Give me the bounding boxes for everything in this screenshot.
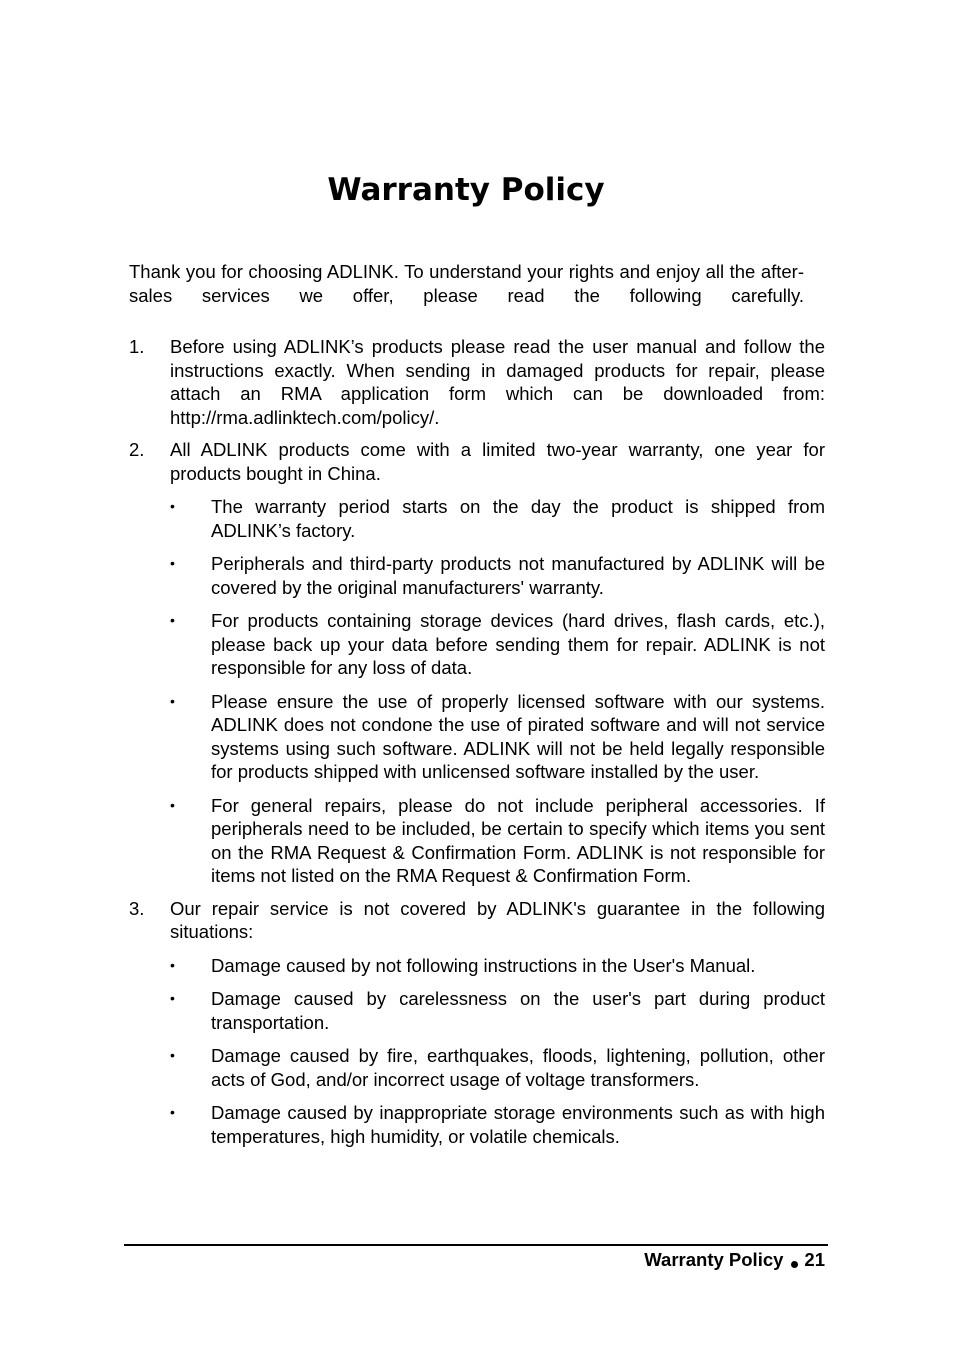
bullet-list <box>170 954 825 1149</box>
bullet-icon: • <box>170 1104 175 1120</box>
item-text: Before using ADLINK’s products please read the user manual and follow the instructions exactly. When sending in damaged products for repair, please attach an RMA application form which can be downloaded from: http://rma.adlinktech.com/policy/. <box>170 336 825 428</box>
bullet-item <box>170 690 825 784</box>
bullet-icon <box>791 1261 798 1268</box>
bullet-icon: • <box>170 612 175 628</box>
bullet-icon: • <box>170 956 175 973</box>
list-item <box>129 897 825 1149</box>
bullet-icon: • <box>170 796 175 813</box>
bullet-text: The warranty period starts on the day the product is shipped from ADLINK’s factory. <box>211 496 825 541</box>
bullet-item <box>170 1044 825 1091</box>
bullet-item <box>170 495 825 542</box>
bullet-item <box>170 1101 825 1148</box>
policy-list <box>129 335 825 1148</box>
item-number: 3. <box>129 897 145 919</box>
bullet-text: For products containing storage devices (hard drives, flash cards, etc.), please back up your data before sending them for repair. ADLINK is not responsible for any loss of data. <box>211 610 825 678</box>
bullet-item <box>170 987 825 1034</box>
intro-paragraph: Thank you for choosing ADLINK. To understand your rights and enjoy all the after-sales services we offer, please read the following carefully. <box>129 261 804 306</box>
bullet-text: Damage caused by carelessness on the user's part during product transportation. <box>211 988 825 1033</box>
list-item <box>129 438 825 888</box>
bullet-text: Please ensure the use of properly licensed software with our systems. ADLINK does not condone the use of pirated software and will not service systems using such software. ADLINK will not be held legally responsible for products shipped with unlicensed software installed by the user. <box>211 690 825 782</box>
item-text: Our repair service is not covered by ADLINK's guarantee in the following situations: <box>170 897 825 942</box>
bullet-icon: • <box>170 1047 175 1063</box>
bullet-item <box>170 552 825 599</box>
list-item <box>129 335 825 429</box>
bullet-icon: • <box>170 990 175 1006</box>
bullet-item <box>170 609 825 680</box>
bullet-text: Damage caused by inappropriate storage environments such as with high temperatures, high humidity, or volatile chemicals. <box>211 1102 825 1147</box>
page-title: Warranty Policy <box>327 172 605 208</box>
bullet-text: Peripherals and third-party products not manufactured by ADLINK will be covered by the original manufacturers' warranty. <box>211 553 825 598</box>
item-text: All ADLINK products come with a limited two-year warranty, one year for products bought in China. <box>170 439 825 484</box>
bullet-text: For general repairs, please do not include peripheral accessories. If peripherals need to be included, be certain to specify which items you sent on the RMA Request & Confirmation Form. ADLINK is not responsible for items not listed on the RMA Request & Confirmation Form. <box>211 794 825 886</box>
bullet-icon: • <box>170 692 175 709</box>
page-footer <box>644 1249 825 1271</box>
bullet-icon: • <box>170 555 175 571</box>
item-number: 1. <box>129 336 145 357</box>
bullet-text: Damage caused by fire, earthquakes, floods, lightening, pollution, other acts of God, and/or incorrect usage of voltage transformers. <box>211 1045 825 1090</box>
bullet-text: Damage caused by not following instructions in the User's Manual. <box>211 954 756 976</box>
footer-divider <box>124 1244 828 1246</box>
page-number: 21 <box>804 1249 825 1270</box>
bullet-icon: • <box>170 498 175 514</box>
item-number: 2. <box>129 439 145 460</box>
footer-section-title: Warranty Policy <box>644 1249 784 1270</box>
bullet-list <box>170 495 825 888</box>
bullet-item <box>170 954 825 978</box>
bullet-item <box>170 794 825 888</box>
